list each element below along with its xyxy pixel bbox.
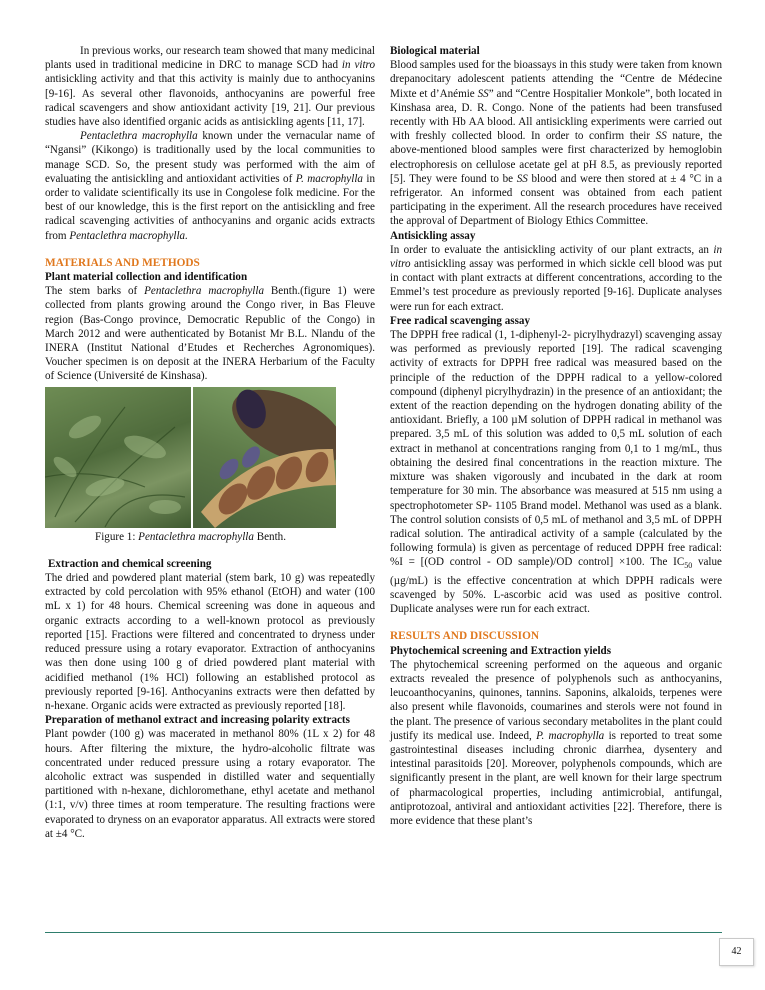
plant-material-paragraph [45, 284, 375, 383]
section-title-materials: MATERIALS AND METHODS [45, 256, 200, 269]
text-run: nature, the above-mentioned blood samples were first characterized by hemoglobin electrophoresis on cellulose acetate gel at pH 8.5, as previously reported [5]. They were found to be [390, 130, 722, 185]
subheading-biological-material: Biological material [390, 45, 480, 57]
italic-run: SS [516, 172, 528, 185]
text-run: The phytochemical screening performed on the aqueous and organic extracts revealed the presence of polyphenols such as anthocyanins, leucoanthocyanins, quinones, tannins. Saponins, alkaloids, terpenes were also present while flavonoids, coumarines and sterols were not found in the plant. The presence of various secondary metabolites in the plant could justify its medical use. Indeed, [390, 658, 722, 742]
text-run: In order to evaluate the antisickling activity of our plant extracts, an [390, 243, 714, 256]
text-run: The DPPH free radical (1, 1-diphenyl-2- picrylhydrazyl) scavenging assay was performed as previously reported [19]. The radical scavenging activity of extracts for DPPH free radical was measured based on the principle of the reduction of the DPPH radical to a yellow-colored compound (diphenyl picrylhydrazin) in the presence of an antioxidant; the extent of the reaction depending on the hydrogen donating ability of the antioxidant. Briefly, a 100 µM solution of DPPH radical in methanol was prepared. 3,5 mL of this solution was added to 0,5 mL solution of each extract in methanol at concentrations ranging from 0,1 to 1 mg/mL, thus obtaining the desired final concentrations in the reaction mixture. The mixture was shaken vigorously and incubated in the dark at room temperature for 30 min. The absorbance was measured at 515 nm using a spectrophotometer SP- 1105 Brand model. Methanol was used as a blank. The control solution consists of 0,5 mL of methanol and 3,5 mL of DPPH radical solution. The antiradical activity of a sample (calculated by the following formula) is given as percentage of reduced DPPH free radical: %I = [(OD control - OD sample)/OD control] ×100. The IC [390, 329, 722, 569]
italic-run: Pentaclethra macrophylla [144, 285, 264, 298]
page-number: 42 [719, 938, 754, 966]
italic-run: SS [477, 87, 489, 100]
free-radical-paragraph [390, 328, 722, 616]
text-run: antisickling assay was performed in which sickle cell blood was put in contact with plant extracts at different concentrations, according to the Emmel’s test procedure as previously reported [9-16]. Duplicate analyses were run for each extract. [390, 258, 722, 313]
text-run: In previous works, our research team showed that many medicinal plants used in traditional medicine in DRC to manage SCD had [45, 45, 375, 72]
seed-pod-photo [193, 387, 336, 528]
subheading-antisickling: Antisickling assay [390, 229, 476, 242]
left-column [45, 44, 375, 841]
subheading-free-radical: Free radical scavenging assay [390, 314, 530, 327]
italic-run: in vitro [390, 243, 722, 271]
antisickling-paragraph [390, 243, 722, 314]
subscript-run: 50 [684, 561, 693, 571]
italic-run: SS [655, 130, 667, 143]
leaves-illustration [45, 387, 191, 528]
section-title-results: RESULTS AND DISCUSSION [390, 630, 540, 643]
text-run: in order to validate scientifically its use in Congolese folk medicine. For the best of our knowledge, this is the first report on the antisickling and free radical scavenging activities of anthocyanins and organic acids extracts from [45, 172, 376, 242]
figure-1-caption [45, 530, 336, 544]
text-run: blood and were then stored at ± 4 °C in a refrigerator. An informed consent was obtained from each patient participating in the experiment. All the research procedures have received the approval of Department of Biology Ethics Committee. [390, 172, 722, 228]
extraction-paragraph: The dried and powdered plant material (stem bark, 10 g) was repeatedly extracted by cold percolation with 95% ethanol (EtOH) and water (100 mL x 1) for 48 hours. Chemical screening was done in aqueous and organic extracts according to a well-known protocol as previously reported [15]. Fractions were filtered and concentrated to dryness under reduced pressure using a rotary evaporator. Extraction of anthocyanins was then done using 100 g of dried powdered plant material with acidified methanol (1% HCl) following an established protocol as previously reported [9-16]. Anthocyanins extracts were then defatted by n-hexane. Organic acids were extracted as previously reported [18]. [45, 572, 375, 712]
text-run: is reported to treat some gastrointestinal diseases including chronic diarrhea, dysentery and intestinal parasitoids [20]. Moreover, polyphenols compounds, which are significantly present in the plant, are well known for their large spectrum of pharmacological properties, including antimicrobial, antifungal, antiprotozoal, antiviral and antioxidant activities [22]. Therefore, there is more evidence that these plant’s [390, 729, 722, 827]
biological-material-paragraph [390, 58, 722, 228]
subheading-extraction: Extraction and chemical screening [48, 557, 212, 570]
text-run: ” and “Centre Hospitalier Monkole”, both located in Kinshasa area, D. R. Congo. None of the patients had been transfused recently with Hb AA blood. All antisickling experiments were carried out with freshly collected blood. In order to confirm their [390, 87, 723, 143]
italic-run: in vitro [341, 59, 375, 72]
intro-paragraph-2 [45, 129, 375, 243]
seed-pod-illustration [193, 387, 336, 528]
phytochemical-paragraph [390, 658, 722, 828]
text-run: Benth.(figure 1) were collected from plants growing around the Congo river, in Bas Fleuve region (Bas-Congo province, Democratic Republic of the Congo) in March 2012 and were authenticated by Botanist Mr B.L. Nlandu of the INERA (Institut National d’Etudes et Recherches Agronomiques). Voucher specimen is on deposit at the INERA Herbarium of the Faculty of Science (Université de Kinshasa). [45, 285, 375, 383]
text-run: Figure 1: [95, 530, 139, 543]
subheading-preparation: Preparation of methanol extract and increasing polarity extracts [45, 714, 350, 727]
footer-rule [45, 932, 722, 933]
text-run: Blood samples used for the bioassays in this study were taken from known drepanocitary adolescent patients attending the “Centre de Médecine Mixte et d’Anémie [390, 59, 722, 100]
text-run: value (µg/mL) is the effective concentration at which DPPH radicals were scavenged by 50%. L-ascorbic acid was used as positive control. Duplicate analyses were run for each extract. [390, 556, 722, 616]
subheading-phytochemical: Phytochemical screening and Extraction yields [390, 644, 612, 657]
text-run: Benth. [253, 530, 286, 543]
text-run: known under the vernacular name of “Ngansi” (Kikongo) is traditionally used by the local communities to manage SCD. So, the present study was performed with the aim of evaluating the antisickling and antioxidant activities of [45, 130, 375, 185]
text-run: The stem barks of [45, 285, 145, 298]
italic-run: P. macrophylla [536, 729, 605, 742]
figure-1-photos [45, 387, 336, 528]
italic-run: Pentaclethra macrophylla [80, 130, 198, 143]
preparation-paragraph: Plant powder (100 g) was macerated in methanol 80% (1L x 2) for 48 hours. After filtering the mixture, the hydro-alcoholic filtrate was concentrated under reduced pressure using a rotary evaporator. The alcoholic extract was suspended in distilled water and sequentially partitioned with n-hexane, dichloromethane, ethyl acetate and methanol (1:1, v/v) three times at room temperature. The resulting fractions were evaporated to dryness on an evaporator apparatus. All extracts were stored at ±4 °C. [45, 728, 375, 840]
subheading-plant-material: Plant material collection and identification [45, 271, 248, 284]
italic-run: Pentaclethra macrophylla. [69, 229, 188, 242]
intro-paragraph-1 [45, 44, 375, 129]
right-column [390, 44, 722, 828]
italic-run: Pentaclethra macrophylla [138, 530, 254, 543]
leaves-photo [45, 387, 191, 528]
italic-run: P. macrophylla [295, 172, 363, 185]
text-run: antisickling activity and that this activity is mainly due to anthocyanins [9-16]. As several other flavonoids, anthocyanins are powerful free radical scavengers and show antioxidant activity [19, 21]. Our previous studies have also identified organic acids as antisickling agents [11, 17]. [45, 73, 375, 129]
